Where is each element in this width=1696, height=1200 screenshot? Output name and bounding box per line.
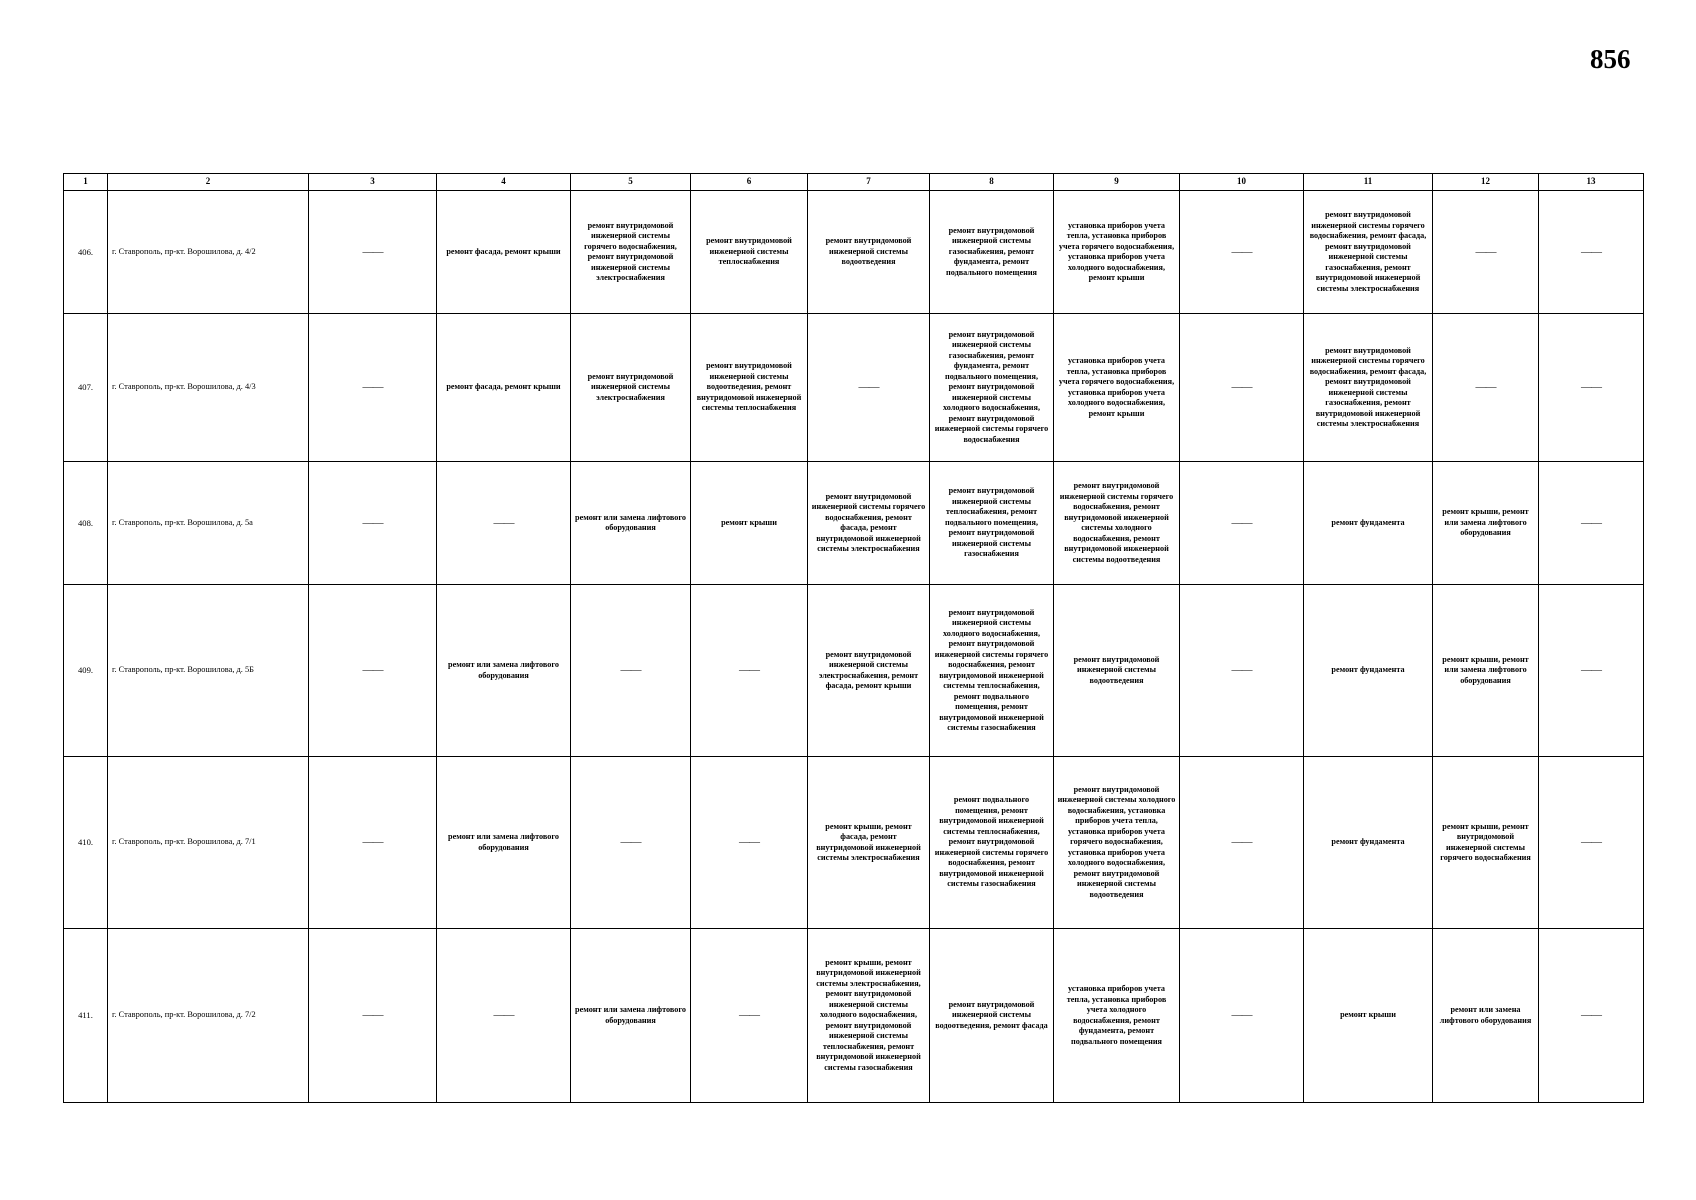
column-header: 9 bbox=[1054, 174, 1180, 191]
work-cell: ремонт фасада, ремонт крыши bbox=[437, 191, 571, 314]
table-row bbox=[64, 757, 1644, 929]
address-cell: г. Ставрополь, пр-кт. Ворошилова, д. 5Б bbox=[108, 585, 309, 757]
work-cell: ремонт внутридомовой инженерной системы горячего водоснабжения, ремонт внутридомовой инженерной системы холодного водоснабжения, ремонт внутридомовой инженерной системы водоотведения bbox=[1054, 462, 1180, 585]
column-header: 8 bbox=[930, 174, 1054, 191]
work-cell: ремонт крыши, ремонт внутридомовой инженерной системы электроснабжения, ремонт внутридомовой инженерной системы холодного водоснабжения, ремонт внутридомовой инженерной системы теплоснабжения, ремонт внутридомовой инженерной системы газоснабжения bbox=[808, 929, 930, 1103]
work-cell: ремонт внутридомовой инженерной системы электроснабжения, ремонт фасада, ремонт крыши bbox=[808, 585, 930, 757]
work-cell: ремонт внутридомовой инженерной системы холодного водоснабжения, ремонт внутридомовой инженерной системы горячего водоснабжения, ремонт внутридомовой инженерной системы теплоснабжения, ремонт подвального помещения, ремонт внутридомовой инженерной системы газоснабжения bbox=[930, 585, 1054, 757]
empty-cell: —— bbox=[309, 191, 437, 314]
work-cell: ремонт внутридомовой инженерной системы газоснабжения, ремонт фундамента, ремонт подвального помещения, ремонт внутридомовой инженерной системы холодного водоснабжения, ремонт внутридомовой инженерной системы горячего водоснабжения bbox=[930, 314, 1054, 462]
address-cell: г. Ставрополь, пр-кт. Ворошилова, д. 7/1 bbox=[108, 757, 309, 929]
work-cell: ремонт внутридомовой инженерной системы теплоснабжения bbox=[691, 191, 808, 314]
empty-cell: —— bbox=[1180, 462, 1304, 585]
column-header: 12 bbox=[1433, 174, 1539, 191]
empty-cell: —— bbox=[691, 585, 808, 757]
work-cell: ремонт внутридомовой инженерной системы теплоснабжения, ремонт подвального помещения, ремонт внутридомовой инженерной системы газоснабжения bbox=[930, 462, 1054, 585]
column-header: 5 bbox=[571, 174, 691, 191]
column-header: 6 bbox=[691, 174, 808, 191]
empty-cell: —— bbox=[309, 462, 437, 585]
work-cell: ремонт или замена лифтового оборудования bbox=[1433, 929, 1539, 1103]
work-cell: ремонт внутридомовой инженерной системы водоотведения bbox=[1054, 585, 1180, 757]
work-cell: ремонт внутридомовой инженерной системы горячего водоснабжения, ремонт фасада, ремонт внутридомовой инженерной системы газоснабжения, ремонт внутридомовой инженерной системы электроснабжения bbox=[1304, 314, 1433, 462]
work-cell: ремонт фундамента bbox=[1304, 585, 1433, 757]
empty-cell: —— bbox=[571, 585, 691, 757]
work-cell: ремонт внутридомовой инженерной системы газоснабжения, ремонт фундамента, ремонт подвального помещения bbox=[930, 191, 1054, 314]
table-row bbox=[64, 462, 1644, 585]
empty-cell: —— bbox=[309, 929, 437, 1103]
work-cell: ремонт подвального помещения, ремонт внутридомовой инженерной системы теплоснабжения, ремонт внутридомовой инженерной системы горячего водоснабжения, ремонт внутридомовой инженерной системы газоснабжения bbox=[930, 757, 1054, 929]
column-header: 1 bbox=[64, 174, 108, 191]
work-cell: ремонт или замена лифтового оборудования bbox=[571, 462, 691, 585]
column-header: 2 bbox=[108, 174, 309, 191]
empty-cell: —— bbox=[1433, 314, 1539, 462]
work-schedule-table bbox=[63, 173, 1644, 1103]
work-cell: ремонт крыши, ремонт или замена лифтового оборудования bbox=[1433, 462, 1539, 585]
work-cell: ремонт или замена лифтового оборудования bbox=[437, 585, 571, 757]
column-header: 11 bbox=[1304, 174, 1433, 191]
row-number: 409. bbox=[64, 585, 108, 757]
row-number: 411. bbox=[64, 929, 108, 1103]
empty-cell: —— bbox=[1539, 585, 1644, 757]
work-cell: ремонт внутридомовой инженерной системы горячего водоснабжения, ремонт фасада, ремонт внутридомовой инженерной системы электроснабжения bbox=[808, 462, 930, 585]
empty-cell: —— bbox=[1180, 314, 1304, 462]
work-cell: ремонт фундамента bbox=[1304, 462, 1433, 585]
work-cell: установка приборов учета тепла, установка приборов учета горячего водоснабжения, установка приборов учета холодного водоснабжения, ремонт крыши bbox=[1054, 314, 1180, 462]
work-cell: установка приборов учета тепла, установка приборов учета холодного водоснабжения, ремонт фундамента, ремонт подвального помещения bbox=[1054, 929, 1180, 1103]
work-cell: ремонт или замена лифтового оборудования bbox=[571, 929, 691, 1103]
table-row bbox=[64, 585, 1644, 757]
row-number: 406. bbox=[64, 191, 108, 314]
column-header: 13 bbox=[1539, 174, 1644, 191]
work-cell: ремонт внутридомовой инженерной системы холодного водоснабжения, установка приборов учета тепла, установка приборов учета горячего водоснабжения, установка приборов учета холодного водоснабжения, ремонт внутридомовой инженерной системы водоотведения bbox=[1054, 757, 1180, 929]
empty-cell: —— bbox=[1539, 314, 1644, 462]
work-cell: ремонт фундамента bbox=[1304, 757, 1433, 929]
empty-cell: —— bbox=[437, 462, 571, 585]
column-header: 7 bbox=[808, 174, 930, 191]
empty-cell: —— bbox=[691, 757, 808, 929]
empty-cell: —— bbox=[1539, 757, 1644, 929]
work-cell: ремонт или замена лифтового оборудования bbox=[437, 757, 571, 929]
empty-cell: —— bbox=[309, 585, 437, 757]
empty-cell: —— bbox=[691, 929, 808, 1103]
column-header: 10 bbox=[1180, 174, 1304, 191]
row-number: 407. bbox=[64, 314, 108, 462]
work-cell: ремонт внутридомовой инженерной системы водоотведения, ремонт внутридомовой инженерной системы теплоснабжения bbox=[691, 314, 808, 462]
empty-cell: —— bbox=[309, 757, 437, 929]
address-cell: г. Ставрополь, пр-кт. Ворошилова, д. 4/2 bbox=[108, 191, 309, 314]
empty-cell: —— bbox=[1539, 929, 1644, 1103]
work-cell: ремонт крыши bbox=[1304, 929, 1433, 1103]
empty-cell: —— bbox=[1180, 191, 1304, 314]
address-cell: г. Ставрополь, пр-кт. Ворошилова, д. 5а bbox=[108, 462, 309, 585]
empty-cell: —— bbox=[1180, 757, 1304, 929]
empty-cell: —— bbox=[1539, 462, 1644, 585]
empty-cell: —— bbox=[309, 314, 437, 462]
work-cell: ремонт внутридомовой инженерной системы водоотведения, ремонт фасада bbox=[930, 929, 1054, 1103]
work-cell: ремонт внутридомовой инженерной системы горячего водоснабжения, ремонт внутридомовой инженерной системы электроснабжения bbox=[571, 191, 691, 314]
row-number: 410. bbox=[64, 757, 108, 929]
table-row bbox=[64, 929, 1644, 1103]
work-cell: ремонт фасада, ремонт крыши bbox=[437, 314, 571, 462]
work-cell: ремонт крыши, ремонт фасада, ремонт внутридомовой инженерной системы электроснабжения bbox=[808, 757, 930, 929]
address-cell: г. Ставрополь, пр-кт. Ворошилова, д. 4/3 bbox=[108, 314, 309, 462]
empty-cell: —— bbox=[571, 757, 691, 929]
column-header: 4 bbox=[437, 174, 571, 191]
column-header: 3 bbox=[309, 174, 437, 191]
work-cell: ремонт внутридомовой инженерной системы электроснабжения bbox=[571, 314, 691, 462]
work-cell: ремонт крыши, ремонт или замена лифтового оборудования bbox=[1433, 585, 1539, 757]
work-cell: установка приборов учета тепла, установка приборов учета горячего водоснабжения, установка приборов учета холодного водоснабжения, ремонт крыши bbox=[1054, 191, 1180, 314]
table-row bbox=[64, 191, 1644, 314]
empty-cell: —— bbox=[808, 314, 930, 462]
empty-cell: —— bbox=[1539, 191, 1644, 314]
table-body bbox=[64, 174, 1644, 1103]
work-cell: ремонт крыши bbox=[691, 462, 808, 585]
column-header-row bbox=[64, 174, 1644, 191]
empty-cell: —— bbox=[437, 929, 571, 1103]
work-cell: ремонт внутридомовой инженерной системы водоотведения bbox=[808, 191, 930, 314]
page-number: 856 bbox=[1590, 44, 1631, 74]
table-row bbox=[64, 314, 1644, 462]
address-cell: г. Ставрополь, пр-кт. Ворошилова, д. 7/2 bbox=[108, 929, 309, 1103]
work-cell: ремонт внутридомовой инженерной системы горячего водоснабжения, ремонт фасада, ремонт внутридомовой инженерной системы газоснабжения, ремонт внутридомовой инженерной системы электроснабжения bbox=[1304, 191, 1433, 314]
work-cell: ремонт крыши, ремонт внутридомовой инженерной системы горячего водоснабжения bbox=[1433, 757, 1539, 929]
empty-cell: —— bbox=[1180, 585, 1304, 757]
empty-cell: —— bbox=[1433, 191, 1539, 314]
empty-cell: —— bbox=[1180, 929, 1304, 1103]
row-number: 408. bbox=[64, 462, 108, 585]
